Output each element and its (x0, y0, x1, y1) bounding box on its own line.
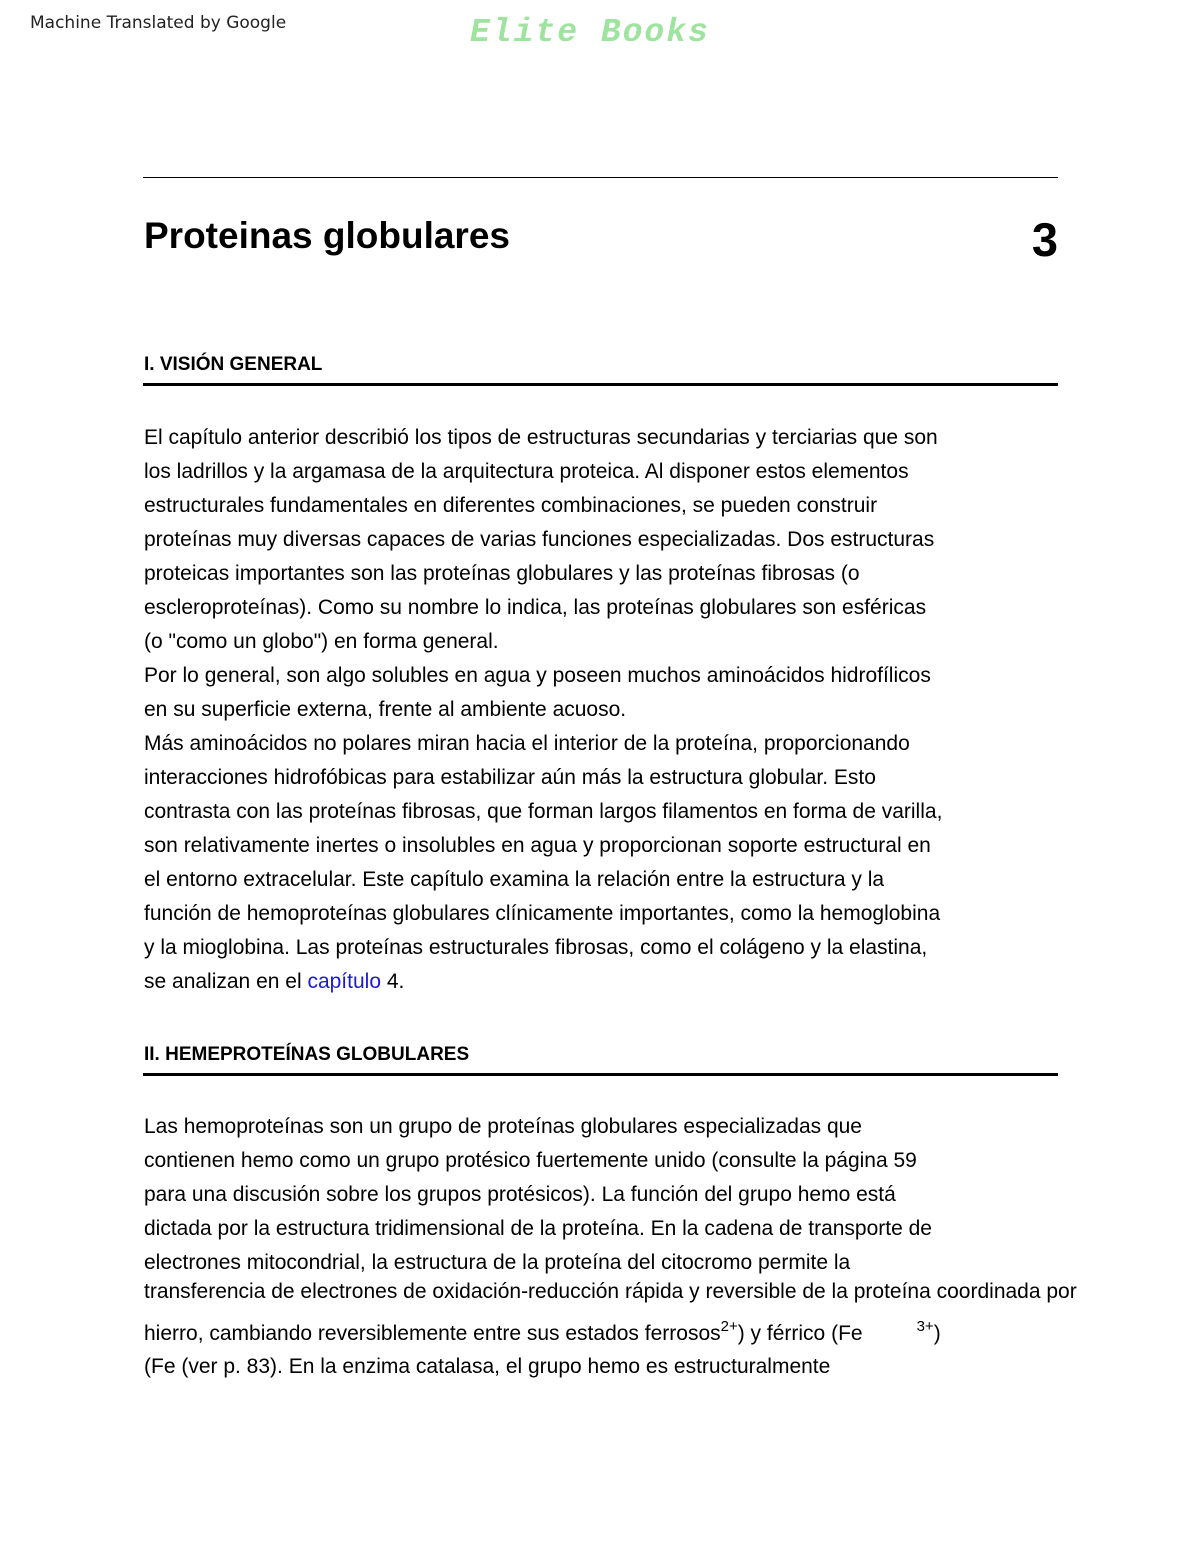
text-fragment: se analizan en el (144, 970, 308, 993)
top-divider (143, 177, 1058, 178)
chapter-number: 3 (1031, 213, 1058, 266)
text-line: (Fe (ver p. 83). En la enzima catalasa, el grupo hemo es estructuralmente (144, 1355, 831, 1378)
text-line-iron-states (144, 1310, 1200, 1350)
section-heading-hemeproteins: II. HEMEPROTEÍNAS GLOBULARES (144, 1044, 470, 1065)
overview-paragraph (144, 421, 1200, 999)
hemeproteins-paragraph (144, 1110, 1200, 1384)
text-line: Las hemoproteínas son un grupo de proteínas globulares especializadas que (144, 1115, 862, 1138)
text-line: el entorno extracelular. Este capítulo examina la relación entre la estructura y la (144, 868, 885, 891)
text-line: dictada por la estructura tridimensional de la proteína. En la cadena de transporte de (144, 1217, 932, 1240)
text-line: función de hemoproteínas globulares clínicamente importantes, como la hemoglobina (144, 902, 941, 925)
text-line: contrasta con las proteínas fibrosas, que forman largos filamentos en forma de varilla, (144, 800, 943, 823)
text-line: electrones mitocondrial, la estructura de la proteína del citocromo permite la (144, 1251, 851, 1274)
text-line: son relativamente inertes o insolubles en agua y proporcionan soporte estructural en (144, 834, 931, 857)
section-heading-overview: I. VISIÓN GENERAL (144, 354, 323, 375)
superscript: 3+ (916, 1318, 934, 1335)
chapter-title: Proteinas globulares (144, 215, 510, 256)
text-line: los ladrillos y la argamasa de la arquitectura proteica. Al disponer estos elementos (144, 460, 909, 483)
text-fragment: ) (933, 1322, 941, 1345)
section-divider-overview (143, 383, 1058, 386)
text-line: escleroproteínas). Como su nombre lo indica, las proteínas globulares son esféricas (144, 596, 927, 619)
text-line: Más aminoácidos no polares miran hacia el interior de la proteína, proporcionando (144, 732, 910, 755)
text-fragment: hierro, cambiando reversiblemente entre sus estados ferrosos (144, 1322, 721, 1345)
chapter-link[interactable]: capítulo (307, 970, 382, 993)
text-line: y la mioglobina. Las proteínas estructurales fibrosas, como el colágeno y la elastina, (144, 936, 928, 959)
text-line: estructurales fundamentales en diferentes combinaciones, se pueden construir (144, 494, 878, 517)
text-line: en su superficie externa, frente al ambiente acuoso. (144, 698, 627, 721)
text-line: contienen hemo como un grupo protésico fuertemente unido (consulte la página 59 (144, 1149, 917, 1172)
text-line-with-link (144, 965, 1200, 999)
superscript: 2+ (720, 1318, 738, 1335)
text-line: interacciones hidrofóbicas para estabilizar aún más la estructura globular. Esto (144, 766, 876, 789)
text-line: para una discusión sobre los grupos protésicos). La función del grupo hemo está (144, 1183, 896, 1206)
text-line: proteínas muy diversas capaces de varias funciones especializadas. Dos estructuras (144, 528, 935, 551)
section-divider-hemeproteins (143, 1073, 1058, 1076)
text-fragment: ) y férrico (Fe (737, 1322, 863, 1345)
text-fragment: 4. (381, 970, 405, 993)
text-line: Por lo general, son algo solubles en agua y poseen muchos aminoácidos hidrofílicos (144, 664, 931, 687)
machine-translated-label: Machine Translated by Google (30, 13, 287, 33)
watermark-logo: Elite Books (470, 14, 710, 51)
text-line: transferencia de electrones de oxidación-reducción rápida y reversible de la proteína coordinada por (144, 1280, 1077, 1303)
text-line: (o "como un globo") en forma general. (144, 630, 499, 653)
text-line: El capítulo anterior describió los tipos de estructuras secundarias y terciarias que son (144, 426, 938, 449)
text-line: proteicas importantes son las proteínas globulares y las proteínas fibrosas (o (144, 562, 860, 585)
